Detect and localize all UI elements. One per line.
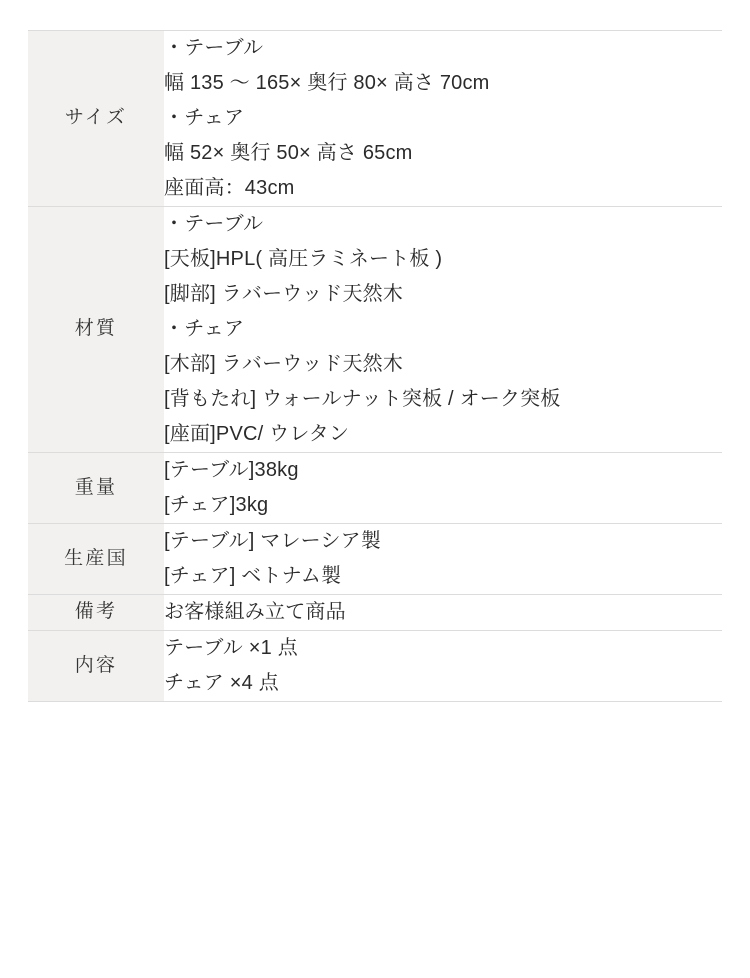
spec-line: テーブル ×1 点 [164,637,298,659]
spec-label-country: 生産国 [28,524,164,595]
spec-line: お客様組み立て商品 [164,601,346,623]
spec-label-size: サイズ [28,31,164,207]
spec-line: [テーブル]38kg [164,459,299,481]
spec-table-body [28,31,722,702]
spec-value-remarks [164,595,722,631]
spec-line: [テーブル] マレーシア製 [164,530,382,552]
spec-line: チェア ×4 点 [164,672,279,694]
table-row [28,207,722,453]
spec-line: [チェア] ベトナム製 [164,565,342,587]
spec-line: 幅 135 〜 165× 奥行 80× 高さ 70cm [164,72,490,94]
spec-line: 幅 52× 奥行 50× 高さ 65cm [164,142,413,164]
spec-line: [座面]PVC/ ウレタン [164,423,350,445]
spec-line: ・チェア [164,318,245,340]
spec-label-contents: 内容 [28,631,164,702]
spec-value-country [164,524,722,595]
spec-value-weight [164,453,722,524]
spec-line: [木部] ラバーウッド天然木 [164,353,404,375]
table-row [28,453,722,524]
spec-line: ・テーブル [164,213,264,235]
spec-label-weight: 重量 [28,453,164,524]
spec-table [28,30,722,702]
spec-value-contents [164,631,722,702]
spec-label-remarks: 備考 [28,595,164,631]
spec-line: ・テーブル [164,37,264,59]
spec-line: [チェア]3kg [164,494,269,516]
table-row [28,631,722,702]
spec-line: 座面高：43cm [164,177,295,199]
spec-value-material [164,207,722,453]
spec-line: [背もたれ] ウォールナット突板 / オーク突板 [164,388,561,410]
spec-value-size [164,31,722,207]
table-row [28,524,722,595]
spec-line: [天板]HPL( 高圧ラミネート板 ) [164,248,443,270]
table-row [28,595,722,631]
spec-line: ・チェア [164,107,245,129]
table-row [28,31,722,207]
spec-line: [脚部] ラバーウッド天然木 [164,283,404,305]
spec-label-material: 材質 [28,207,164,453]
